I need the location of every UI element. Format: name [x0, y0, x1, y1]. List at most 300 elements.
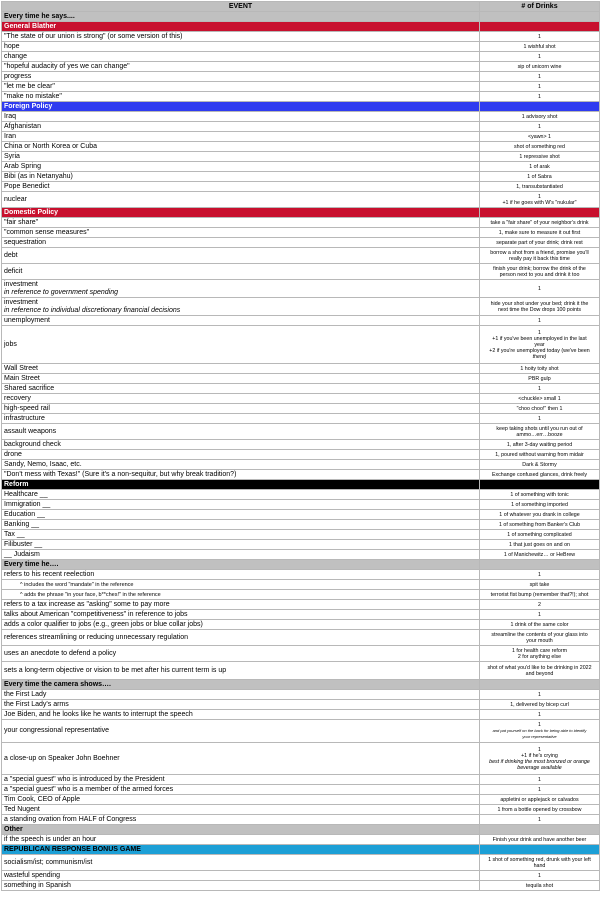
drinks-line: 1	[538, 33, 541, 40]
event-cell	[2, 72, 480, 82]
event-cell	[2, 620, 480, 630]
table-row	[2, 490, 600, 500]
section-title: Domestic Policy	[2, 208, 480, 218]
drinks-cell	[480, 326, 600, 364]
drinks-line: "choo choo!" then 1	[516, 405, 563, 412]
event-text: the First Lady's arms	[4, 700, 69, 708]
drinks-line: 1 of something with tonic	[510, 491, 569, 498]
event-cell	[2, 785, 480, 795]
drinks-cell	[480, 460, 600, 470]
event-text: Afghanistan	[4, 122, 41, 130]
event-cell	[2, 404, 480, 414]
drinks-line: 1 drink of the same color	[510, 621, 569, 628]
drinks-line: take a "fair share" of your neighbor's drink	[490, 219, 589, 226]
drinks-line: 1, transubstantiated	[516, 183, 563, 190]
table-row	[2, 785, 600, 795]
event-cell	[2, 82, 480, 92]
event-cell	[2, 384, 480, 394]
section-fill	[480, 825, 600, 835]
drinks-cell	[480, 871, 600, 881]
drinks-line: 1	[538, 193, 541, 200]
event-cell	[2, 690, 480, 700]
drinks-cell	[480, 785, 600, 795]
drinks-line: beverage available	[517, 764, 562, 771]
drinks-cell	[480, 440, 600, 450]
event-text: Filibuster __	[4, 540, 43, 548]
drinks-line: 1	[538, 611, 541, 618]
drinks-line: 1	[538, 415, 541, 422]
drinks-cell	[480, 470, 600, 480]
drinks-cell	[480, 550, 600, 560]
event-text: hope	[4, 42, 20, 50]
drinks-line: 1 of whatever you drank in college	[499, 511, 580, 518]
table-row	[2, 620, 600, 630]
drinks-cell	[480, 384, 600, 394]
event-text: uses an anecdote to defend a policy	[4, 649, 117, 657]
table-row	[2, 424, 600, 440]
table-row	[2, 316, 600, 326]
table-row	[2, 32, 600, 42]
section-fill	[480, 102, 600, 112]
section-fill	[480, 480, 600, 490]
event-text: "let me be clear"	[4, 82, 55, 90]
event-cell	[2, 238, 480, 248]
drinks-line: 1 wishful shot	[523, 43, 556, 50]
event-text: Main Street	[4, 374, 40, 382]
event-cell	[2, 142, 480, 152]
event-text: references streamlining or reducing unnecessary regulation	[4, 633, 189, 641]
event-cell	[2, 248, 480, 264]
drinks-line: 1	[538, 711, 541, 718]
drinks-cell	[480, 540, 600, 550]
drinks-line: 1	[538, 385, 541, 392]
drinks-line: 1	[538, 53, 541, 60]
drinks-line: 1, after 3-day waiting period	[506, 441, 573, 448]
event-cell	[2, 162, 480, 172]
event-cell	[2, 743, 480, 775]
drinks-line: ammo…err…booze	[516, 431, 563, 438]
table-row	[2, 298, 600, 316]
table-row	[2, 720, 600, 743]
table-row	[2, 550, 600, 560]
drinks-line: your mouth	[526, 637, 553, 644]
drinks-cell	[480, 298, 600, 316]
event-cell	[2, 440, 480, 450]
event-cell	[2, 720, 480, 743]
table-row	[2, 92, 600, 102]
drinks-cell	[480, 142, 600, 152]
event-text: nuclear	[4, 195, 27, 203]
section-header	[2, 825, 600, 835]
drinks-line: <yawn> 1	[528, 133, 551, 140]
drinks-line: 1 of Manichewitz… or HeBrew	[503, 551, 576, 558]
event-text: Bibi (as in Netanyahu)	[4, 172, 73, 180]
event-cell	[2, 775, 480, 785]
event-cell	[2, 710, 480, 720]
event-cell	[2, 881, 480, 891]
drinks-cell	[480, 690, 600, 700]
drinks-cell	[480, 316, 600, 326]
event-text: high-speed rail	[4, 404, 50, 412]
event-cell	[2, 414, 480, 424]
drinks-line: 1	[538, 317, 541, 324]
event-cell	[2, 530, 480, 540]
table-row	[2, 835, 600, 845]
drinks-line: 1	[538, 93, 541, 100]
drinks-line: your representative	[522, 734, 557, 739]
drinks-line: 1	[538, 691, 541, 698]
event-text: "hopeful audacity of yes we can change"	[4, 62, 130, 70]
event-text: Iraq	[4, 112, 17, 120]
table-row	[2, 580, 600, 590]
event-text: "fair share"	[4, 218, 39, 226]
event-cell	[2, 228, 480, 238]
event-text: recovery	[4, 394, 31, 402]
table-row	[2, 142, 600, 152]
section-fill	[480, 12, 600, 22]
drinks-cell	[480, 590, 600, 600]
section-header	[2, 480, 600, 490]
event-cell	[2, 662, 480, 680]
event-cell	[2, 298, 480, 316]
event-text: refers to his recent reelection	[4, 570, 95, 578]
table-row	[2, 280, 600, 298]
drinks-line: <chuckle> small 1	[518, 395, 561, 402]
section-header	[2, 102, 600, 112]
drinks-line: 1	[538, 329, 541, 336]
table-row	[2, 590, 600, 600]
drinks-line: 1 of something imported	[511, 501, 568, 508]
section-title: REPUBLICAN RESPONSE BONUS GAME	[2, 845, 480, 855]
drinks-line: 1 of something from Banker's Club	[498, 521, 581, 528]
drinks-cell	[480, 280, 600, 298]
drinks-cell	[480, 248, 600, 264]
event-text: Education __	[4, 510, 45, 518]
event-text: Wall Street	[4, 364, 38, 372]
event-cell	[2, 835, 480, 845]
drinks-line: +2 if you're unemployed today (we've been	[489, 347, 590, 354]
event-text: Pope Benedict	[4, 182, 50, 190]
event-cell	[2, 132, 480, 142]
drinks-cell	[480, 450, 600, 460]
drinks-cell	[480, 490, 600, 500]
drinks-cell	[480, 646, 600, 662]
drinks-line: terrorist fist bump (remember that?!); shot	[490, 591, 589, 598]
event-cell	[2, 122, 480, 132]
drinks-cell	[480, 394, 600, 404]
table-row	[2, 72, 600, 82]
table-row	[2, 182, 600, 192]
drinks-line: 1	[538, 83, 541, 90]
section-fill	[480, 560, 600, 570]
drinks-line: 2	[538, 601, 541, 608]
event-cell	[2, 871, 480, 881]
table-row	[2, 700, 600, 710]
event-text: Joe Biden, and he looks like he wants to interrupt the speech	[4, 710, 193, 718]
table-row	[2, 132, 600, 142]
table-row	[2, 450, 600, 460]
table-row	[2, 192, 600, 208]
event-cell	[2, 62, 480, 72]
event-text: if the speech is under an hour	[4, 835, 97, 843]
drinks-line: 1, delivered by bicep curl	[510, 701, 569, 708]
table-row	[2, 460, 600, 470]
event-text: Healthcare __	[4, 490, 48, 498]
event-text: drone	[4, 450, 22, 458]
drinks-line: person next to you and drink it too	[499, 271, 580, 278]
event-cell	[2, 590, 480, 600]
table-row	[2, 238, 600, 248]
drinks-line: and beyond	[525, 670, 554, 677]
drinks-line: 1 of Sabra	[527, 173, 552, 180]
event-cell	[2, 520, 480, 530]
event-text: "common sense measures"	[4, 228, 90, 236]
table-row	[2, 630, 600, 646]
drinks-cell	[480, 600, 600, 610]
table-row	[2, 855, 600, 871]
table-row	[2, 520, 600, 530]
event-cell	[2, 192, 480, 208]
drinks-cell	[480, 815, 600, 825]
header-row	[2, 2, 600, 12]
drinks-line: 1 repressive shot	[519, 153, 560, 160]
event-text: a standing ovation from HALF of Congress	[4, 815, 137, 823]
drinks-line: 1	[538, 746, 541, 753]
drinks-cell	[480, 72, 600, 82]
event-text: the First Lady	[4, 690, 47, 698]
table-row	[2, 384, 600, 394]
event-text: debt	[4, 251, 18, 259]
drinks-line: 1	[538, 776, 541, 783]
drinks-line: borrow a shot from a friend, promise you'll	[490, 249, 589, 256]
table-row	[2, 364, 600, 374]
section-fill	[480, 208, 600, 218]
event-cell	[2, 42, 480, 52]
drinks-line: spit take	[529, 581, 550, 588]
section-header	[2, 22, 600, 32]
event-text: sets a long-term objective or vision to be met after his current term is up	[4, 666, 227, 674]
drinks-cell	[480, 710, 600, 720]
drinks-line: best if drinking the most bronzed or orange	[489, 758, 590, 765]
event-text: Sandy, Nemo, Isaac, etc.	[4, 460, 82, 468]
drinks-cell	[480, 172, 600, 182]
drinks-line: 1 hoity toity shot	[520, 365, 559, 372]
drinks-line: 1	[538, 786, 541, 793]
drinks-cell	[480, 520, 600, 530]
event-text: a "special guest" who is introduced by the President	[4, 775, 165, 783]
section-title: Other	[2, 825, 480, 835]
table-row	[2, 440, 600, 450]
event-text: talks about American "competitiveness" in reference to jobs	[4, 610, 188, 618]
event-cell	[2, 855, 480, 871]
event-cell	[2, 805, 480, 815]
table-row	[2, 530, 600, 540]
drinks-line: next time the Dow drops 100 points	[497, 306, 582, 313]
drinks-line: tequila shot	[525, 882, 554, 889]
table-row	[2, 374, 600, 384]
event-cell	[2, 646, 480, 662]
table-row	[2, 228, 600, 238]
drinks-line: 1 advisory shot	[521, 113, 558, 120]
event-text: something in Spanish	[4, 881, 71, 889]
table-row	[2, 815, 600, 825]
table-row	[2, 710, 600, 720]
event-cell	[2, 316, 480, 326]
table-row	[2, 775, 600, 785]
section-fill	[480, 845, 600, 855]
event-column-header: EVENT	[2, 2, 480, 12]
drinks-cell	[480, 775, 600, 785]
event-cell	[2, 550, 480, 560]
event-text: assault weapons	[4, 427, 57, 435]
drinks-cell	[480, 805, 600, 815]
event-qualifier: in reference to individual discretionary financial decisions	[4, 306, 181, 314]
section-header	[2, 208, 600, 218]
event-text: deficit	[4, 267, 23, 275]
event-text: a close-up on Speaker John Boehner	[4, 754, 120, 762]
table-row	[2, 570, 600, 580]
table-body	[2, 12, 600, 891]
drinks-line: hand	[533, 862, 546, 869]
drinks-cell	[480, 855, 600, 871]
event-cell	[2, 424, 480, 440]
event-text: change	[4, 52, 27, 60]
drinks-line: Dark & Stormy	[522, 461, 557, 468]
table-row	[2, 805, 600, 815]
drinks-line: 1	[538, 123, 541, 130]
drinks-column-header: # of Drinks	[480, 2, 600, 12]
drinks-line: 1	[538, 73, 541, 80]
event-text: "make no mistake"	[4, 92, 62, 100]
drinks-line: really pay it back this time	[509, 255, 570, 262]
table-row	[2, 248, 600, 264]
drinks-cell	[480, 364, 600, 374]
event-cell	[2, 460, 480, 470]
table-row	[2, 470, 600, 480]
drinks-line: 1 of arak	[529, 163, 550, 170]
drinks-line: 1	[538, 722, 541, 728]
event-cell	[2, 264, 480, 280]
table-row	[2, 326, 600, 364]
event-text: "The state of our union is strong" (or some version of this)	[4, 32, 183, 40]
drinks-cell	[480, 264, 600, 280]
event-text: Tax __	[4, 530, 25, 538]
drinks-line: 2 for anything else	[517, 653, 562, 660]
drinks-cell	[480, 122, 600, 132]
event-text: "Don't mess with Texas!" (Sure it's a non-sequitur, but why break tradition?)	[4, 470, 237, 478]
section-header	[2, 845, 600, 855]
section-title: Reform	[2, 480, 480, 490]
drinks-line: 1	[538, 816, 541, 823]
drinks-cell	[480, 662, 600, 680]
event-cell	[2, 374, 480, 384]
table-row	[2, 162, 600, 172]
table-row	[2, 52, 600, 62]
event-cell	[2, 610, 480, 620]
section-title: General Blather	[2, 22, 480, 32]
section-header	[2, 680, 600, 690]
event-cell	[2, 182, 480, 192]
drinks-cell	[480, 500, 600, 510]
event-cell	[2, 450, 480, 460]
event-text: investment	[4, 280, 38, 288]
event-text: infrastructure	[4, 414, 45, 422]
drinks-line: 1	[538, 571, 541, 578]
table-row	[2, 881, 600, 891]
event-qualifier: in reference to government spending	[4, 288, 119, 296]
drinks-cell	[480, 424, 600, 440]
drinks-cell	[480, 238, 600, 248]
event-cell	[2, 152, 480, 162]
drinks-cell	[480, 32, 600, 42]
drinks-line: 1	[538, 285, 541, 292]
table-row	[2, 690, 600, 700]
event-text: Shared sacrifice	[4, 384, 55, 392]
event-text: investment	[4, 298, 38, 306]
drinks-line: appletini or applejack or calvados	[500, 796, 579, 803]
table-row	[2, 646, 600, 662]
event-text: socialism/ist; communism/ist	[4, 858, 93, 866]
event-text: unemployment	[4, 316, 50, 324]
section-fill	[480, 680, 600, 690]
drinks-line: hide your shot under your bed; drink it the	[490, 300, 589, 307]
drinks-cell	[480, 92, 600, 102]
drinks-cell	[480, 570, 600, 580]
drinks-cell	[480, 112, 600, 122]
event-text: Syria	[4, 152, 20, 160]
event-cell	[2, 326, 480, 364]
event-text: refers to a tax increase as "asking" some to pay more	[4, 600, 170, 608]
drinks-line: +1 if he's crying	[521, 752, 558, 759]
drinks-cell	[480, 580, 600, 590]
event-cell	[2, 32, 480, 42]
drinks-line: sip of unicorn wine	[517, 63, 562, 70]
drinks-line: Finish your drink and have another beer	[492, 836, 587, 843]
table-row	[2, 500, 600, 510]
drinks-cell	[480, 162, 600, 172]
event-text: Banking __	[4, 520, 40, 528]
event-text: ^ adds the phrase "in your face, b**ches!" in the reference	[20, 591, 161, 598]
event-cell	[2, 630, 480, 646]
table-row	[2, 394, 600, 404]
table-row	[2, 62, 600, 72]
table-row	[2, 510, 600, 520]
event-text: wasteful spending	[4, 871, 61, 879]
event-cell	[2, 394, 480, 404]
drinks-line: shot of something red	[514, 143, 565, 150]
event-text: Tim Cook, CEO of Apple	[4, 795, 80, 803]
drinks-line: 1 of something complicated	[507, 531, 572, 538]
drinks-line: +1 if he goes with W's "nukular"	[502, 199, 577, 206]
table-row	[2, 795, 600, 805]
event-cell	[2, 112, 480, 122]
table-row	[2, 404, 600, 414]
drinks-cell	[480, 192, 600, 208]
drinks-line: shot of what you'd like to be drinking in 2022	[487, 664, 592, 671]
table-row	[2, 82, 600, 92]
drinks-line: PBR gulp	[528, 375, 551, 382]
drinks-cell	[480, 414, 600, 424]
event-cell	[2, 500, 480, 510]
table-row	[2, 42, 600, 52]
table-row	[2, 152, 600, 162]
event-cell	[2, 510, 480, 520]
drinks-line: 1	[538, 872, 541, 879]
event-cell	[2, 580, 480, 590]
drinks-line: +1 if you've been unemployed in the last	[492, 335, 587, 342]
section-header	[2, 12, 600, 22]
drinks-cell	[480, 630, 600, 646]
